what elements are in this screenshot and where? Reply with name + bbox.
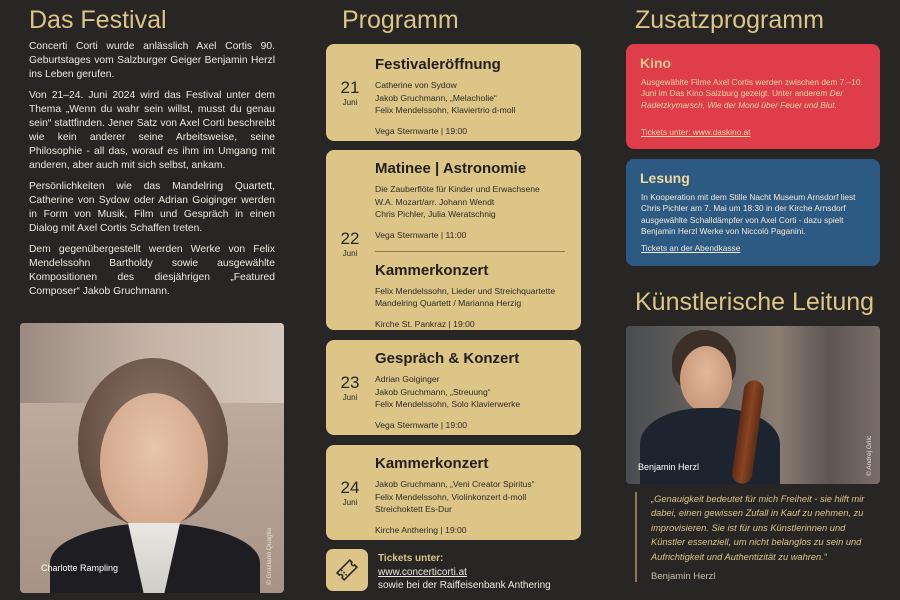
program-card-day-23 <box>326 340 581 435</box>
event-line: Felix Mendelssohn, Klaviertrio d-moll <box>375 105 516 116</box>
event-line: Mandelring Quartett / Marianna Herzig <box>375 298 522 309</box>
kino-text <box>641 77 868 111</box>
event-venue: Vega Sternwarte | 19:00 <box>375 419 468 430</box>
event-line: Jakob Gruchmann, „Streuung“ <box>375 386 491 397</box>
event-divider <box>375 251 565 252</box>
event-line: Felix Mendelssohn, Lieder und Streichquartette <box>375 285 556 296</box>
ticket-icon <box>326 549 368 591</box>
kino-box <box>626 44 880 149</box>
portrait-face <box>680 346 732 412</box>
event-venue: Vega Sternwarte | 19:00 <box>375 125 468 136</box>
card-body <box>375 160 573 329</box>
kino-tickets-link[interactable]: Tickets unter: www.daskino.at <box>641 127 751 137</box>
festival-intro <box>29 40 275 306</box>
event-title: Matinee | Astronomie <box>375 160 527 177</box>
event-line: Die Zauberflöte für Kinder und Erwachsene <box>375 184 540 194</box>
tickets-text <box>378 552 598 593</box>
card-body <box>375 350 573 430</box>
photo-benjamin-herzl <box>626 326 880 484</box>
kino-title: Kino <box>640 55 672 71</box>
event-title: Gespräch & Konzert <box>375 350 520 367</box>
lesung-tickets-link[interactable]: Tickets an der Abendkasse <box>641 243 741 253</box>
programm-heading: Programm <box>342 6 459 34</box>
event-venue: Kirche St. Pankraz | 19:00 <box>375 318 475 329</box>
card-body <box>375 455 573 535</box>
event-line: Streichoktett Es-Dur <box>375 504 452 515</box>
event-line: Felix Mendelssohn, Violinkonzert d-moll <box>375 491 527 502</box>
festival-heading: Das Festival <box>29 6 167 34</box>
photo-credit: © Andrej Grilc <box>866 435 873 476</box>
photo-credit: © Graziano Quaglia <box>266 527 273 585</box>
event-line: W.A. Mozart/arr. Johann Wendt <box>375 196 495 207</box>
photo-caption: Benjamin Herzl <box>638 462 700 472</box>
tickets-label: Tickets unter: <box>378 553 444 564</box>
event-line: Jakob Gruchmann, „Melacholie“ <box>375 92 497 103</box>
zusatz-heading: Zusatzprogramm <box>635 6 824 34</box>
card-month: Juni <box>342 498 358 507</box>
kino-description: Ausgewählte Filme Axel Cortis werden zwischen dem 7.–10. Juni im Das Kino Salzburg gezeigt. Unter anderem <box>641 77 863 99</box>
event-venue: Kirche Anthering | 19:00 <box>375 524 467 535</box>
card-body <box>375 56 573 136</box>
card-month: Juni <box>342 98 358 107</box>
tickets-link[interactable]: www.concerticorti.at <box>378 566 467 578</box>
event-title: Kammerkonzert <box>375 261 489 279</box>
lesung-box <box>626 159 880 266</box>
event-line: Jakob Gruchmann, „Veni Creator Spiritus“ <box>375 479 535 489</box>
kino-films: Der Radetzkymarsch, Wie der Mond über Feuer und Blut. <box>641 88 843 110</box>
card-day: 23 <box>340 373 360 392</box>
intro-paragraph: Dem gegenübergestellt werden Werke von Felix Mendelssohn Bartholdy sowie ausgewählte Kompositionen des diesjährigen „Featured Composer“ Jakob Gruchmann. <box>29 244 275 297</box>
event-title: Festivaleröffnung <box>375 56 501 73</box>
tickets-extra: sowie bei der Raiffeisenbank Anthering <box>378 580 551 591</box>
ticket-icon-svg <box>334 557 360 583</box>
lesung-text: In Kooperation mit dem Stille Nacht Museum Arnsdorf liest Chris Pichler am 7. Mai um 18:30 in der Kirche Arnsdorf ausgewählte Schalldämpfer von Axel Corti - dazu spielt Benjamin Herzl Werke von Niccolò Paganini. <box>641 192 856 237</box>
photo-charlotte-rampling <box>20 323 284 593</box>
event-line: Felix Mendelssohn, Solo Klavierwerke <box>375 399 521 410</box>
card-day: 22 <box>340 229 360 248</box>
leitung-heading: Künstlerische Leitung <box>635 288 875 316</box>
intro-paragraph: Concerti Corti wurde anlässlich Axel Cortis 90. Geburtstages vom Salzburger Geiger Benjamin Herzl ins Leben gerufen. <box>29 41 275 80</box>
program-card-day-21 <box>326 44 581 141</box>
event-line: Catherine von Sydow <box>375 80 457 90</box>
event-line: Adrian Goiginger <box>375 374 440 384</box>
photo-caption: Charlotte Rampling <box>41 563 119 573</box>
portrait-face <box>100 393 208 531</box>
card-month: Juni <box>342 249 358 258</box>
card-day: 24 <box>340 478 360 497</box>
quote-author: Benjamin Herzl <box>651 571 716 583</box>
program-card-day-24 <box>326 445 581 540</box>
event-line: Chris Pichler, Julia Weratschnig <box>375 209 496 220</box>
program-card-day-22 <box>326 150 581 330</box>
card-day: 21 <box>340 78 360 97</box>
leitung-quote <box>635 492 881 582</box>
quote-text: „Genauigkeit bedeutet für mich Freiheit - sie hilft mir dabei, einen gewissen Zufall in Kauf zu nehmen, zu improvisieren. Sie ist für uns Künstlerinnen und Künstler essenziell, um nicht belanglos zu sein und Aufrichtigkeit und Authentizität zu wahren.“ <box>651 494 865 562</box>
intro-paragraph: Von 21–24. Juni 2024 wird das Festival unter dem Thema „Wenn du wahr sein willst, musst du genau sein“ stattfinden. Jener Satz von Axel Corti beschreibt wie kein anderer seine Arbeitsweise, seine Philosophie - all das, worauf es ihm im Umgang mit anderen, aber auch mit sich selbst, ankam. <box>29 90 275 171</box>
card-month: Juni <box>342 393 358 402</box>
event-title: Kammerkonzert <box>375 455 489 472</box>
event-venue: Vega Sternwarte | 11:00 <box>375 229 467 240</box>
lesung-title: Lesung <box>640 170 690 186</box>
intro-paragraph: Persönlichkeiten wie das Mandelring Quartett, Catherine von Sydow oder Adrian Goiginger werden in Form von Musik, Film und Gespräch in einen Dialog mit Axel Cortis Schaffen treten. <box>29 181 275 234</box>
